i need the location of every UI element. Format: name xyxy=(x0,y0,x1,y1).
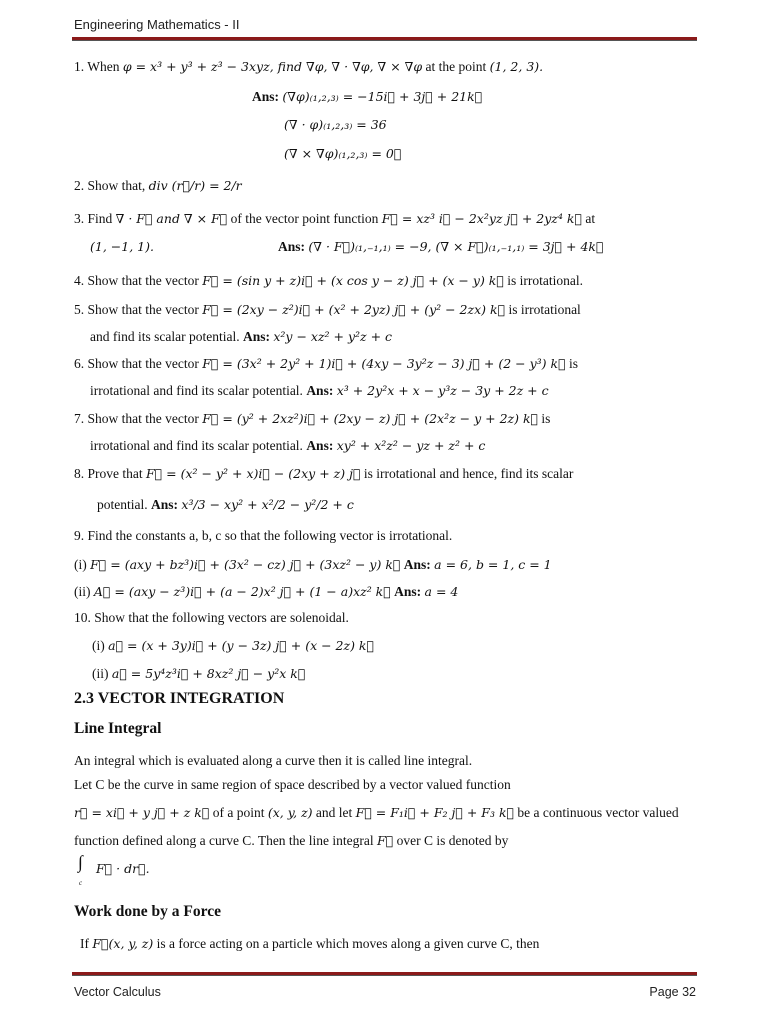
text-line xyxy=(90,382,549,400)
text-line xyxy=(97,496,354,514)
math-expression: F⃗ = (x² − y² + x)i⃗ − (2xy + z) j⃗ xyxy=(146,466,361,481)
line-text: Ans: xyxy=(306,383,337,398)
text-line xyxy=(74,410,550,428)
text-line xyxy=(74,752,472,770)
math-expression: F⃗ xyxy=(377,833,394,848)
math-expression: a⃗ = (x + 3y)i⃗ + (y − 3z) j⃗ + (x − 2z) k⃗ xyxy=(108,638,375,653)
text-line xyxy=(284,145,401,163)
math-expression: (x, y, z) xyxy=(267,805,313,820)
text-line xyxy=(74,583,458,601)
line-text: is irrotational. xyxy=(503,273,583,288)
math-expression: a = 6, b = 1, c = 1 xyxy=(434,557,552,572)
text-line xyxy=(90,437,485,455)
line-text: If xyxy=(80,936,93,951)
line-text: (i) xyxy=(92,638,109,653)
math-expression: F⃗ = (axy + bz³)i⃗ + (3x² − cz) j⃗ + (3xz² − y) k⃗ xyxy=(90,557,401,572)
text-line xyxy=(74,58,543,76)
math-expression: (∇φ)₍₁,₂,₃₎ = −15i⃗ + 3j⃗ + 21k⃗ xyxy=(282,89,483,104)
text-line xyxy=(278,238,603,256)
math-expression: F⃗ · dr⃗. xyxy=(96,861,150,876)
text-line xyxy=(74,556,552,574)
text-line xyxy=(74,465,573,483)
line-text: of the vector point function xyxy=(227,211,382,226)
text-line xyxy=(74,804,679,822)
text-line xyxy=(74,527,452,545)
math-expression: x³/3 − xy² + x²/2 − y²/2 + c xyxy=(181,497,354,512)
line-text: be a continuous vector valued xyxy=(514,805,679,820)
text-line xyxy=(74,832,508,850)
text-line xyxy=(80,935,539,953)
subheading-line-integral: Line Integral xyxy=(74,720,162,737)
math-expression: (1, −1, 1). xyxy=(90,239,154,254)
integral-symbol: ∫ xyxy=(78,852,83,872)
line-text: at xyxy=(581,211,596,226)
math-expression: F⃗ = F₁i⃗ + F₂ j⃗ + F₃ k⃗ xyxy=(355,805,515,820)
line-text: (ii) xyxy=(92,666,112,681)
page-number: Page 32 xyxy=(649,985,696,999)
line-text: is irrotational xyxy=(505,302,581,317)
line-text: 6. Show that the vector xyxy=(74,356,203,371)
footer-rule xyxy=(72,972,697,976)
running-footer: Vector Calculus xyxy=(74,985,161,999)
line-text: over C is denoted by xyxy=(393,833,509,848)
text-line xyxy=(92,637,374,655)
line-text: and find its scalar potential. xyxy=(90,329,243,344)
line-text: 8. Prove that xyxy=(74,466,146,481)
line-text: Ans: xyxy=(278,239,309,254)
text-line xyxy=(92,665,305,683)
math-expression: F⃗ = (y² + 2xz²)i⃗ + (2xy − z) j⃗ + (2x²z − y + 2z) k⃗ xyxy=(202,411,539,426)
text-line xyxy=(90,328,392,346)
line-text: Ans: xyxy=(151,497,182,512)
line-text: at the point xyxy=(422,59,490,74)
line-text: and let xyxy=(312,805,356,820)
line-text: 9. Find the constants a, b, c so that the following vector is irrotational. xyxy=(74,528,453,543)
math-expression: (1, 2, 3). xyxy=(489,59,544,74)
math-expression: r⃗ = xi⃗ + y j⃗ + z k⃗ xyxy=(74,805,210,820)
line-text: function defined along a curve C. Then the line integral xyxy=(74,833,378,848)
line-text: irrotational and find its scalar potential. xyxy=(90,438,307,453)
math-expression: ∇ · F⃗ and ∇ × F⃗ xyxy=(115,211,228,226)
line-text: Ans: xyxy=(306,438,337,453)
line-text: An integral which is evaluated along a curve then it is called line integral. xyxy=(74,753,473,768)
text-line xyxy=(74,776,511,794)
math-expression: a = 4 xyxy=(424,584,459,599)
text-line xyxy=(74,609,349,627)
math-expression: F⃗(x, y, z) xyxy=(92,936,154,951)
line-text: 2. Show that, xyxy=(74,178,149,193)
line-text: is irrotational and hence, find its scalar xyxy=(360,466,574,481)
line-text: 4. Show that the vector xyxy=(74,273,203,288)
line-text: 5. Show that the vector xyxy=(74,302,203,317)
line-text: of a point xyxy=(209,805,268,820)
line-text: 10. Show that the following vectors are solenoidal. xyxy=(74,610,349,625)
section-heading: 2.3 VECTOR INTEGRATION xyxy=(74,690,285,707)
line-text: is xyxy=(565,356,578,371)
line-text: Ans: xyxy=(394,584,425,599)
text-line xyxy=(74,272,583,290)
math-expression: (∇ · φ)₍₁,₂,₃₎ = 36 xyxy=(284,117,387,132)
math-expression: (∇ × ∇φ)₍₁,₂,₃₎ = 0⃗ xyxy=(284,146,402,161)
subheading-work-done: Work done by a Force xyxy=(74,903,221,920)
line-text: 7. Show that the vector xyxy=(74,411,203,426)
line-text: is a force acting on a particle which moves along a given curve C, then xyxy=(153,936,540,951)
line-text: 3. Find xyxy=(74,211,116,226)
line-text: Let C be the curve in same region of space described by a vector valued function xyxy=(74,777,511,792)
math-expression: a⃗ = 5y⁴z³i⃗ + 8xz² j⃗ − y²x k⃗ xyxy=(111,666,306,681)
line-text: 1. When xyxy=(74,59,123,74)
text-line xyxy=(74,177,242,195)
math-expression: xy² + x²z² − yz + z² + c xyxy=(336,438,486,453)
line-text: Ans: xyxy=(242,329,274,344)
text-line xyxy=(284,116,387,134)
math-expression: φ = x³ + y³ + z³ − 3xyz, find ∇φ, ∇ · ∇φ, ∇ × ∇φ xyxy=(122,59,423,74)
math-expression: A⃗ = (axy − z³)i⃗ + (a − 2)x² j⃗ + (1 − a)xz² k⃗ xyxy=(93,584,391,599)
line-text: irrotational and find its scalar potential. xyxy=(90,383,307,398)
line-text: potential. xyxy=(97,497,151,512)
math-expression: x²y − xz² + y²z + c xyxy=(273,329,393,344)
math-expression: F⃗ = (sin y + z)i⃗ + (x cos y − z) j⃗ + (x − y) k⃗ xyxy=(202,273,504,288)
math-expression: F⃗ = xz³ i⃗ − 2x²yz j⃗ + 2yz⁴ k⃗ xyxy=(381,211,582,226)
math-expression: (∇ · F⃗)₍₁,₋₁,₁₎ = −9, (∇ × F⃗)₍₁,₋₁,₁₎ = 3j⃗ + 4k⃗ xyxy=(308,239,604,254)
math-expression: F⃗ = (3x² + 2y² + 1)i⃗ + (4xy − 3y²z − 3) j⃗ + (2 − y³) k⃗ xyxy=(202,356,566,371)
line-text: Ans: xyxy=(252,89,283,104)
math-expression: x³ + 2y²x + x − y³z − 3y + 2z + c xyxy=(336,383,549,398)
line-text: (ii) xyxy=(74,584,94,599)
math-expression: div (r⃗/r) = 2/r xyxy=(148,178,242,193)
running-header: Engineering Mathematics - II xyxy=(74,17,240,32)
text-line xyxy=(96,860,150,878)
text-line xyxy=(74,355,578,373)
line-text: is xyxy=(538,411,551,426)
line-text: (i) xyxy=(74,557,91,572)
text-line xyxy=(252,88,482,106)
line-text: Ans: xyxy=(403,557,435,572)
math-expression: F⃗ = (2xy − z²)i⃗ + (x² + 2yz) j⃗ + (y² − 2zx) k⃗ xyxy=(202,302,506,317)
text-line xyxy=(74,210,595,228)
header-rule xyxy=(72,37,697,41)
text-line xyxy=(74,301,581,319)
integral-subscript: c xyxy=(79,879,83,887)
text-line xyxy=(90,238,154,256)
